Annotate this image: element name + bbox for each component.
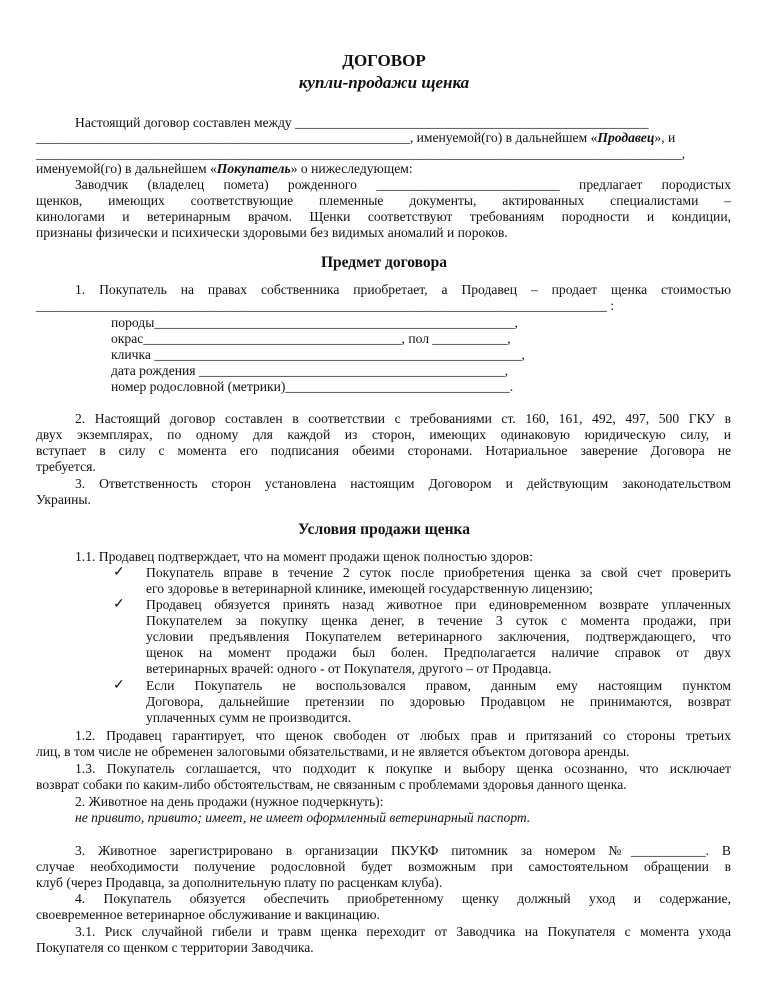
section-heading-subject: Предмет договора — [320, 254, 448, 271]
bullet-2-line-1: Продавец обязуется принять назад животное при единовременном возврате уплаченных — [146, 597, 731, 612]
condition-4-line-2: своевременное ветеринарное обслуживание и вакцинацию. — [36, 907, 380, 922]
field-color-sex: окрас______________________________________, пол ___________, — [111, 331, 511, 346]
checkmark-icon: ✓ — [113, 678, 125, 693]
subject-p2-line-4: требуется. — [36, 459, 96, 474]
bullet-2-line-2: Покупателем за покупку щенка денег, в течение 3 суток с момента продажи, при — [146, 613, 731, 628]
buyer-term: Покупатель — [216, 161, 291, 176]
condition-3-1-line-1: 3.1. Риск случайной гибели и травм щенка переходит от Заводчика на Покупателя с момента ухода — [75, 924, 731, 939]
condition-4-line-1: 4. Покупатель обязуется обеспечить приобретенному щенку должный уход и содержание, — [75, 891, 731, 906]
condition-1-2-line-1: 1.2. Продавец гарантирует, что щенок свободен от любых прав и притязаний со стороны третьих — [75, 728, 731, 743]
condition-3-line-3: клуб (через Продавца, за дополнительную плату по расценкам клуба). — [36, 875, 443, 890]
bullet-2-line-5: ветеринарных врачей: одного - от Покупателя, другого – от Продавца. — [146, 661, 552, 676]
subject-p2-line-2: двух экземплярах, по одному для каждой из сторон, имеющих одинаковую юридическую силу, и — [36, 427, 731, 442]
intro-line-2: _______________________________________________________, именуемой(го) в дальнейшем «Продавец», и — [36, 130, 676, 145]
section-heading-conditions: Условия продажи щенка — [297, 521, 471, 538]
subject-p3-line-1: 3. Ответственность сторон установлена настоящим Договором и действующим законодательством — [75, 476, 731, 491]
field-pedigree: номер родословной (метрики)_________________________________. — [111, 379, 514, 394]
intro-line-4: именуемой(го) в дальнейшем «Покупатель» о нижеследующем: — [36, 161, 413, 176]
condition-1-3-line-2: возврат собаки по каким-либо обстоятельствам, не связанным с проблемами здоровья данного щенка. — [36, 777, 627, 792]
condition-1-2-line-2: лиц, в том числе не обременен залоговыми обязательствами, и не является объектом договора аренды. — [36, 744, 630, 759]
condition-2: 2. Животное на день продажи (нужное подчеркнуть): — [75, 794, 384, 809]
intro-line-3: _______________________________________________________________________________________________, — [36, 146, 686, 161]
subject-p1-line-1: 1. Покупатель на правах собственника приобретает, а Продавец – продает щенка стоимостью — [75, 282, 731, 297]
condition-1-3-line-1: 1.3. Покупатель соглашается, что подходит к покупке и выбору щенка осознанно, что исключает — [75, 761, 731, 776]
condition-1-1: 1.1. Продавец подтверждает, что на момент продажи щенок полностью здоров: — [75, 549, 533, 564]
bullet-2-line-4: щенок на момент продажи был болен. Предполагается наличие справок от двух — [146, 645, 731, 660]
intro-line-1: Настоящий договор составлен между ____________________________________________________ — [75, 115, 649, 130]
subject-p3-line-2: Украины. — [36, 492, 91, 507]
document-subtitle: купли-продажи щенка — [298, 73, 470, 92]
checkmark-icon: ✓ — [113, 597, 125, 612]
document-title: ДОГОВОР — [342, 51, 426, 70]
condition-3-line-1: 3. Животное зарегистрировано в организации ПКУКФ питомник за номером №___________. В — [75, 843, 731, 858]
condition-3-line-2: случае необходимости получение родословной будет возможным при самостоятельном обращении в — [36, 859, 731, 874]
condition-2-options: не привито, привито; имеет, не имеет оформленный ветеринарный паспорт. — [75, 810, 531, 825]
condition-3-1-line-2: Покупателя со щенком с территории Заводчика. — [36, 940, 314, 955]
subject-p2-line-1: 2. Настоящий договор составлен в соответствии с требованиями ст. 160, 161, 492, 497, 500 ГКУ в — [75, 411, 731, 426]
bullet-3-line-3: уплаченных сумм не производится. — [146, 710, 352, 725]
subject-p1-line-2: ____________________________________________________________________________________ : — [36, 298, 615, 313]
bullet-1-line-2: его здоровье в ветеринарной клинике, имеющей государственную лицензию; — [146, 581, 593, 596]
field-name: кличка ______________________________________________________, — [111, 347, 525, 362]
intro-line-7: кинологами и ветеринарным врачом. Щенки соответствуют требованиям породности и кондиции, — [36, 209, 731, 224]
intro-line-5: Заводчик (владелец помета) рожденного ___________________________ предлагает породистых — [75, 177, 731, 192]
bullet-3-line-2: Договора, дальнейшие претензии по здоровью Продавцом не принимаются, возврат — [146, 694, 731, 709]
checkmark-icon: ✓ — [113, 565, 125, 580]
bullet-3-line-1: Если Покупатель не воспользовался правом, данным ему настоящим пунктом — [146, 678, 731, 693]
bullet-2-line-3: условии предъявления Покупателем ветеринарного заключения, подтверждающего, что — [146, 629, 731, 644]
bullet-1-line-1: Покупатель вправе в течение 2 суток после приобретения щенка за свой счет проверить — [146, 565, 731, 580]
field-birth-date: дата рождения _____________________________________________, — [111, 363, 509, 378]
intro-line-8: признаны физически и психически здоровыми без видимых аномалий и пороков. — [36, 225, 508, 240]
intro-line-6: щенков, имеющих соответствующие племенные документы, актированных специалистами – — [36, 193, 731, 208]
subject-p2-line-3: вступает в силу с момента его подписания обеими сторонами. Нотариальное заверение Договора не — [36, 443, 731, 458]
field-breed: породы_____________________________________________________, — [111, 315, 518, 330]
seller-term: Продавец — [597, 130, 655, 145]
